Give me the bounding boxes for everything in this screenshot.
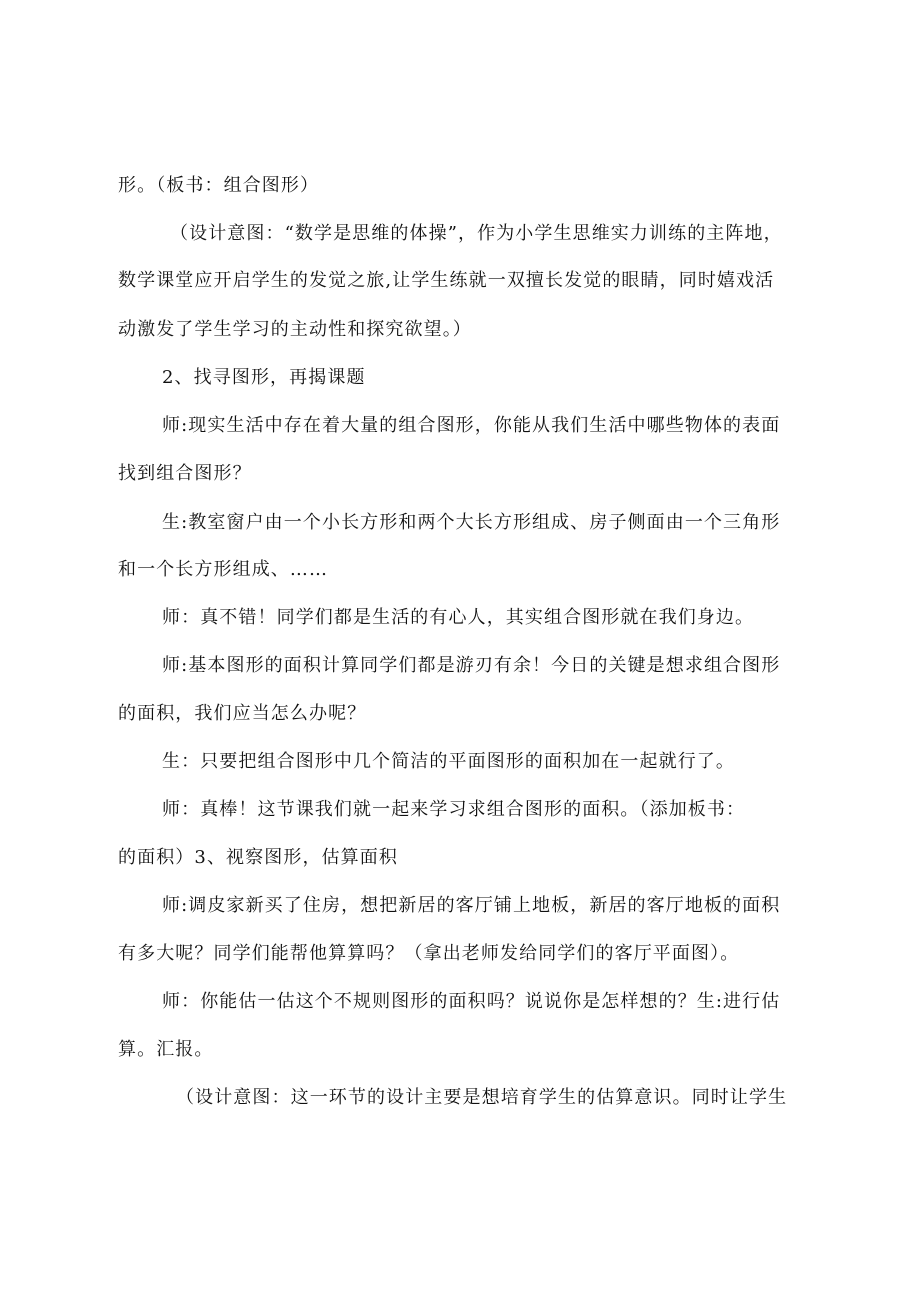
text-line: 师:基本图形的面积计算同学们都是游刃有余！今日的关键是想求组合图形 (162, 655, 781, 676)
text-line: 动激发了学生学习的主动性和探究欲望。） (118, 319, 472, 340)
text-line: （设计意图：“数学是思维的体操”，作为小学生思维实力训练的主阵地， (170, 223, 783, 244)
text-line: 和一个长方形组成、…… (118, 559, 329, 580)
text-line: 找到组合图形？ (118, 463, 252, 484)
text-line: （设计意图：这一环节的设计主要是想培育学生的估算意识。同时让学生 (176, 1087, 788, 1108)
text-line: 师:现实生活中存在着大量的组合图形，你能从我们生活中哪些物体的表面 (162, 415, 781, 436)
text-line: 的面积，我们应当怎么办呢？ (118, 703, 367, 724)
section-heading: 2、找寻图形，再揭课题 (162, 367, 366, 388)
text-line: 有多大呢？同学们能帮他算算吗？（拿出老师发给同学们的客厅平面图）。 (118, 943, 740, 964)
text-line: 形。（板书：组合图形） (118, 175, 320, 196)
text-line: 师：真棒！这节课我们就一起来学习求组合图形的面积。（添加板书： (162, 799, 746, 820)
text-line: 算。汇报。 (118, 1039, 214, 1060)
text-line: 的面积）3、视察图形，估算面积 (118, 847, 398, 868)
text-line: 师：你能估一估这个不规则图形的面积吗？说说你是怎样想的？生:进行估 (162, 991, 781, 1012)
text-line: 数学课堂应开启学生的发觉之旅,让学生练就一双擅长发觉的眼睛，同时嬉戏活 (118, 270, 775, 291)
text-line: 师:调皮家新买了住房，想把新居的客厅铺上地板，新居的客厅地板的面积 (162, 895, 781, 916)
text-line: 师：真不错！同学们都是生活的有心人，其实组合图形就在我们身边。 (162, 607, 755, 628)
text-line: 生:教室窗户由一个小长方形和两个大长方形组成、房子侧面由一个三角形 (162, 512, 781, 533)
text-line: 生：只要把组合图形中几个简洁的平面图形的面积加在一起就行了。 (162, 751, 735, 772)
